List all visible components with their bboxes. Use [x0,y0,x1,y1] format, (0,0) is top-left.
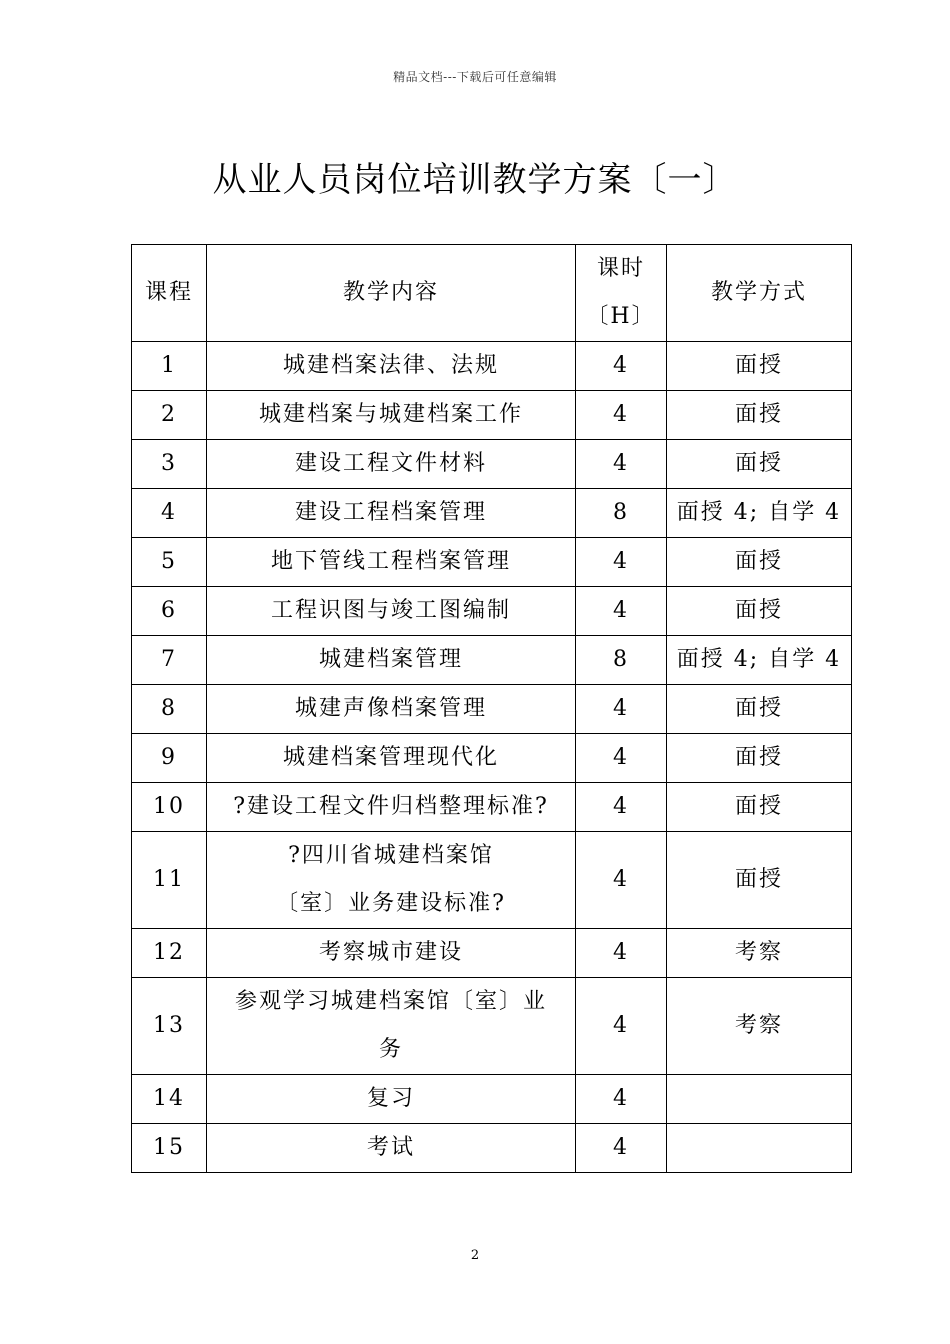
teaching-method: 考察 [667,978,852,1075]
teaching-method: 面授 [667,832,852,929]
course-number: 15 [132,1124,207,1173]
column-header-hours-line-2: 〔H〕 [586,304,656,329]
document-title: 从业人员岗位培训教学方案〔一〕 [212,160,738,200]
course-hours: 4 [576,391,667,440]
course-hours: 4 [576,440,667,489]
course-number: 9 [132,734,207,783]
table-row [132,783,852,832]
course-content: 城建档案管理 [207,636,576,685]
table-row [132,734,852,783]
course-content: 考试 [207,1124,576,1173]
course-content: 城建档案法律、法规 [207,342,576,391]
table-header-row [132,245,852,342]
course-hours: 4 [576,832,667,929]
course-content-line: ?四川省城建档案馆 [288,843,494,868]
column-header-hours [576,245,667,342]
course-number: 6 [132,587,207,636]
teaching-method: 面授 [667,440,852,489]
course-hours: 4 [576,685,667,734]
course-content: 城建档案与城建档案工作 [207,391,576,440]
table-row [132,1124,852,1173]
course-number: 7 [132,636,207,685]
course-hours: 4 [576,929,667,978]
teaching-method: 面授 [667,342,852,391]
course-hours: 4 [576,734,667,783]
course-content: 建设工程档案管理 [207,489,576,538]
course-content-line: 务 [378,1037,403,1062]
table-row [132,832,852,929]
table-row [132,342,852,391]
teaching-method [667,1075,852,1124]
course-number: 3 [132,440,207,489]
table-row [132,978,852,1075]
table-row [132,440,852,489]
teaching-method: 面授 4; 自学 4 [667,489,852,538]
course-hours: 4 [576,978,667,1075]
course-content: 复习 [207,1075,576,1124]
teaching-method: 面授 [667,587,852,636]
course-content: 城建档案管理现代化 [207,734,576,783]
course-number: 4 [132,489,207,538]
course-content-line: 参观学习城建档案馆〔室〕业 [234,989,547,1014]
course-content: 城建声像档案管理 [207,685,576,734]
table-row [132,489,852,538]
teaching-method: 面授 [667,734,852,783]
course-content: ?建设工程文件归档整理标准? [207,783,576,832]
course-hours: 4 [576,1075,667,1124]
course-number: 10 [132,783,207,832]
course-number: 12 [132,929,207,978]
teaching-method: 面授 [667,685,852,734]
page-number: 2 [470,1248,480,1263]
course-number: 5 [132,538,207,587]
course-hours: 4 [576,783,667,832]
course-number: 8 [132,685,207,734]
table-row [132,587,852,636]
teaching-plan-table [131,244,852,1173]
column-header-method: 教学方式 [667,245,852,342]
course-number: 2 [132,391,207,440]
course-content: 建设工程文件材料 [207,440,576,489]
teaching-method: 面授 [667,783,852,832]
table-row [132,685,852,734]
course-content-line: 〔室〕业务建设标准? [276,891,506,916]
table-row [132,391,852,440]
table-row [132,538,852,587]
table-row [132,1075,852,1124]
column-header-content: 教学内容 [207,245,576,342]
course-hours: 4 [576,538,667,587]
course-number: 11 [132,832,207,929]
teaching-method: 面授 [667,538,852,587]
teaching-method [667,1124,852,1173]
course-hours: 4 [576,1124,667,1173]
course-number: 13 [132,978,207,1075]
course-content: 地下管线工程档案管理 [207,538,576,587]
course-content [207,978,576,1075]
course-hours: 4 [576,342,667,391]
page-header: 精品文档---下载后可任意编辑 [393,70,557,84]
course-hours: 8 [576,489,667,538]
course-content: 考察城市建设 [207,929,576,978]
course-hours: 8 [576,636,667,685]
course-number: 1 [132,342,207,391]
column-header-course: 课程 [132,245,207,342]
teaching-method: 面授 [667,391,852,440]
course-content [207,832,576,929]
column-header-hours-line-1: 课时 [596,256,645,281]
table-row [132,636,852,685]
course-number: 14 [132,1075,207,1124]
table-row [132,929,852,978]
teaching-method: 考察 [667,929,852,978]
course-hours: 4 [576,587,667,636]
teaching-method: 面授 4; 自学 4 [667,636,852,685]
course-content: 工程识图与竣工图编制 [207,587,576,636]
